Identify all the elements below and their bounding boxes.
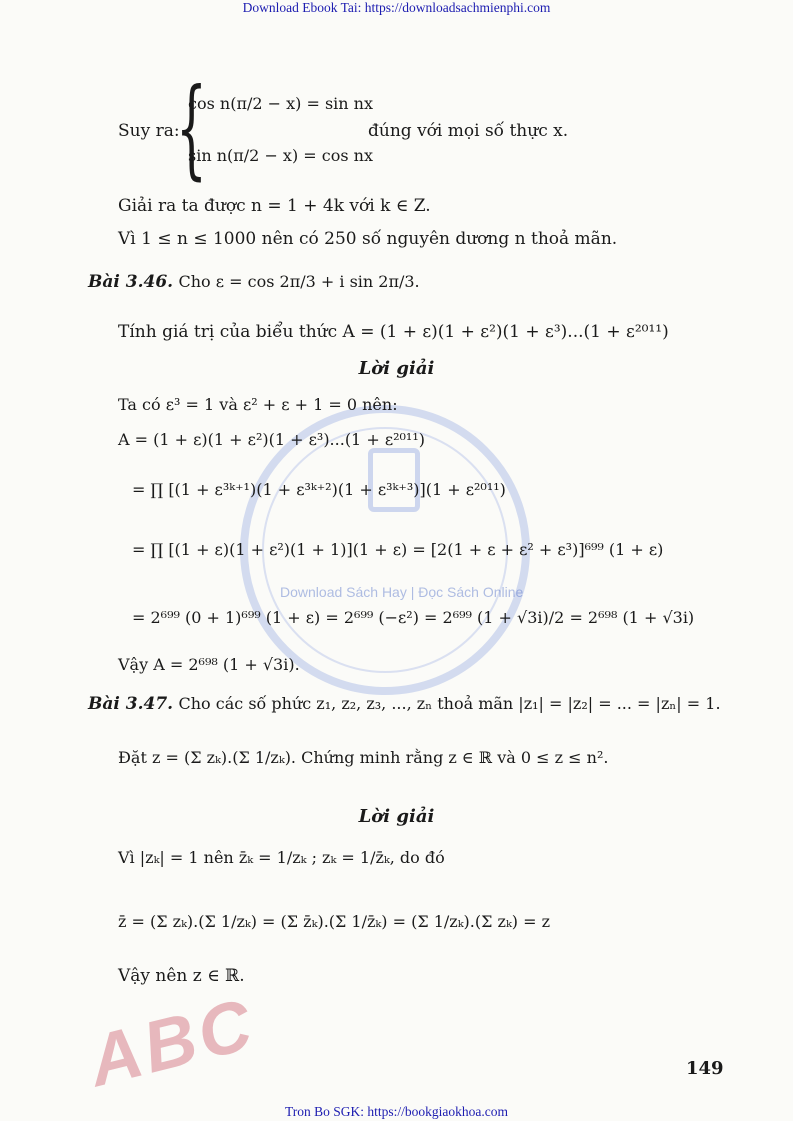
exercise-3-47-label: Bài 3.47. <box>88 694 174 714</box>
exercise-3-47-statement: Cho các số phức z₁, z₂, z₃, ..., zₙ thoả mãn |z₁| = |z₂| = ... = |zₙ| = 1. <box>178 694 721 713</box>
expression-line: Tính giá trị của biểu thức A = (1 + ε)(1 + ε²)(1 + ε³)...(1 + ε²⁰¹¹) <box>118 322 669 342</box>
solve-line: Giải ra ta được n = 1 + 4k với k ∈ Z. <box>118 196 431 216</box>
page-footer-link[interactable]: Tron Bo SGK: https://bookgiaokhoa.com <box>284 1104 508 1119</box>
derivation-step-2: = ∏ [(1 + ε³ᵏ⁺¹)(1 + ε³ᵏ⁺²)(1 + ε³ᵏ⁺³)](1 + ε²⁰¹¹) <box>132 480 506 499</box>
conjugate-derivation: z̄ = (Σ zₖ).(Σ 1/zₖ) = (Σ z̄ₖ).(Σ 1/z̄ₖ) = (Σ 1/zₖ).(Σ zₖ) = z <box>118 912 551 931</box>
derivation-step-1: A = (1 + ε)(1 + ε²)(1 + ε³)...(1 + ε²⁰¹¹) <box>118 430 425 449</box>
page-number: 149 <box>686 1058 724 1079</box>
exercise-3-46-statement: Cho ε = cos 2π/3 + i sin 2π/3. <box>178 272 420 291</box>
solution-heading-1: Lời giải <box>358 358 435 379</box>
true-for-all-text: đúng với mọi số thực x. <box>368 121 569 141</box>
definition-line: Đặt z = (Σ zₖ).(Σ 1/zₖ). Chứng minh rằng z ∈ ℝ và 0 ≤ z ≤ n². <box>118 748 609 767</box>
given-line: Ta có ε³ = 1 và ε² + ε + 1 = 0 nên: <box>118 395 398 414</box>
conclusion-3-47: Vậy nên z ∈ ℝ. <box>118 966 245 986</box>
solution-heading-2: Lời giải <box>358 806 435 827</box>
derivation-step-3: = ∏ [(1 + ε)(1 + ε²)(1 + 1)](1 + ε) = [2(1 + ε + ε² + ε³)]⁶⁹⁹ (1 + ε) <box>132 540 664 559</box>
system-equation-1: cos n(π/2 − x) = sin nx <box>188 94 373 113</box>
system-brace: { <box>176 66 207 191</box>
conclusion-3-46: Vậy A = 2⁶⁹⁸ (1 + √3i). <box>118 655 300 674</box>
count-line: Vì 1 ≤ n ≤ 1000 nên có 250 số nguyên dương n thoả mãn. <box>118 229 618 249</box>
suy-ra-label: Suy ra: <box>118 121 180 141</box>
system-equation-2: sin n(π/2 − x) = cos nx <box>188 146 373 165</box>
abc-stamp-logo: ABC <box>80 983 264 1103</box>
modulus-line: Vì |zₖ| = 1 nên z̄ₖ = 1/zₖ ; zₖ = 1/z̄ₖ, do đó <box>118 848 445 867</box>
watermark-text: Download Sách Hay | Đọc Sách Online <box>280 584 524 600</box>
derivation-step-4: = 2⁶⁹⁹ (0 + 1)⁶⁹⁹ (1 + ε) = 2⁶⁹⁹ (−ε²) = 2⁶⁹⁹ (1 + √3i)/2 = 2⁶⁹⁸ (1 + √3i) <box>132 608 695 627</box>
exercise-3-47 <box>88 694 721 714</box>
page-header-link[interactable]: Download Ebook Tai: https://downloadsachmienphi.com <box>242 0 551 15</box>
exercise-3-46 <box>88 272 420 292</box>
exercise-3-46-label: Bài 3.46. <box>88 272 174 292</box>
